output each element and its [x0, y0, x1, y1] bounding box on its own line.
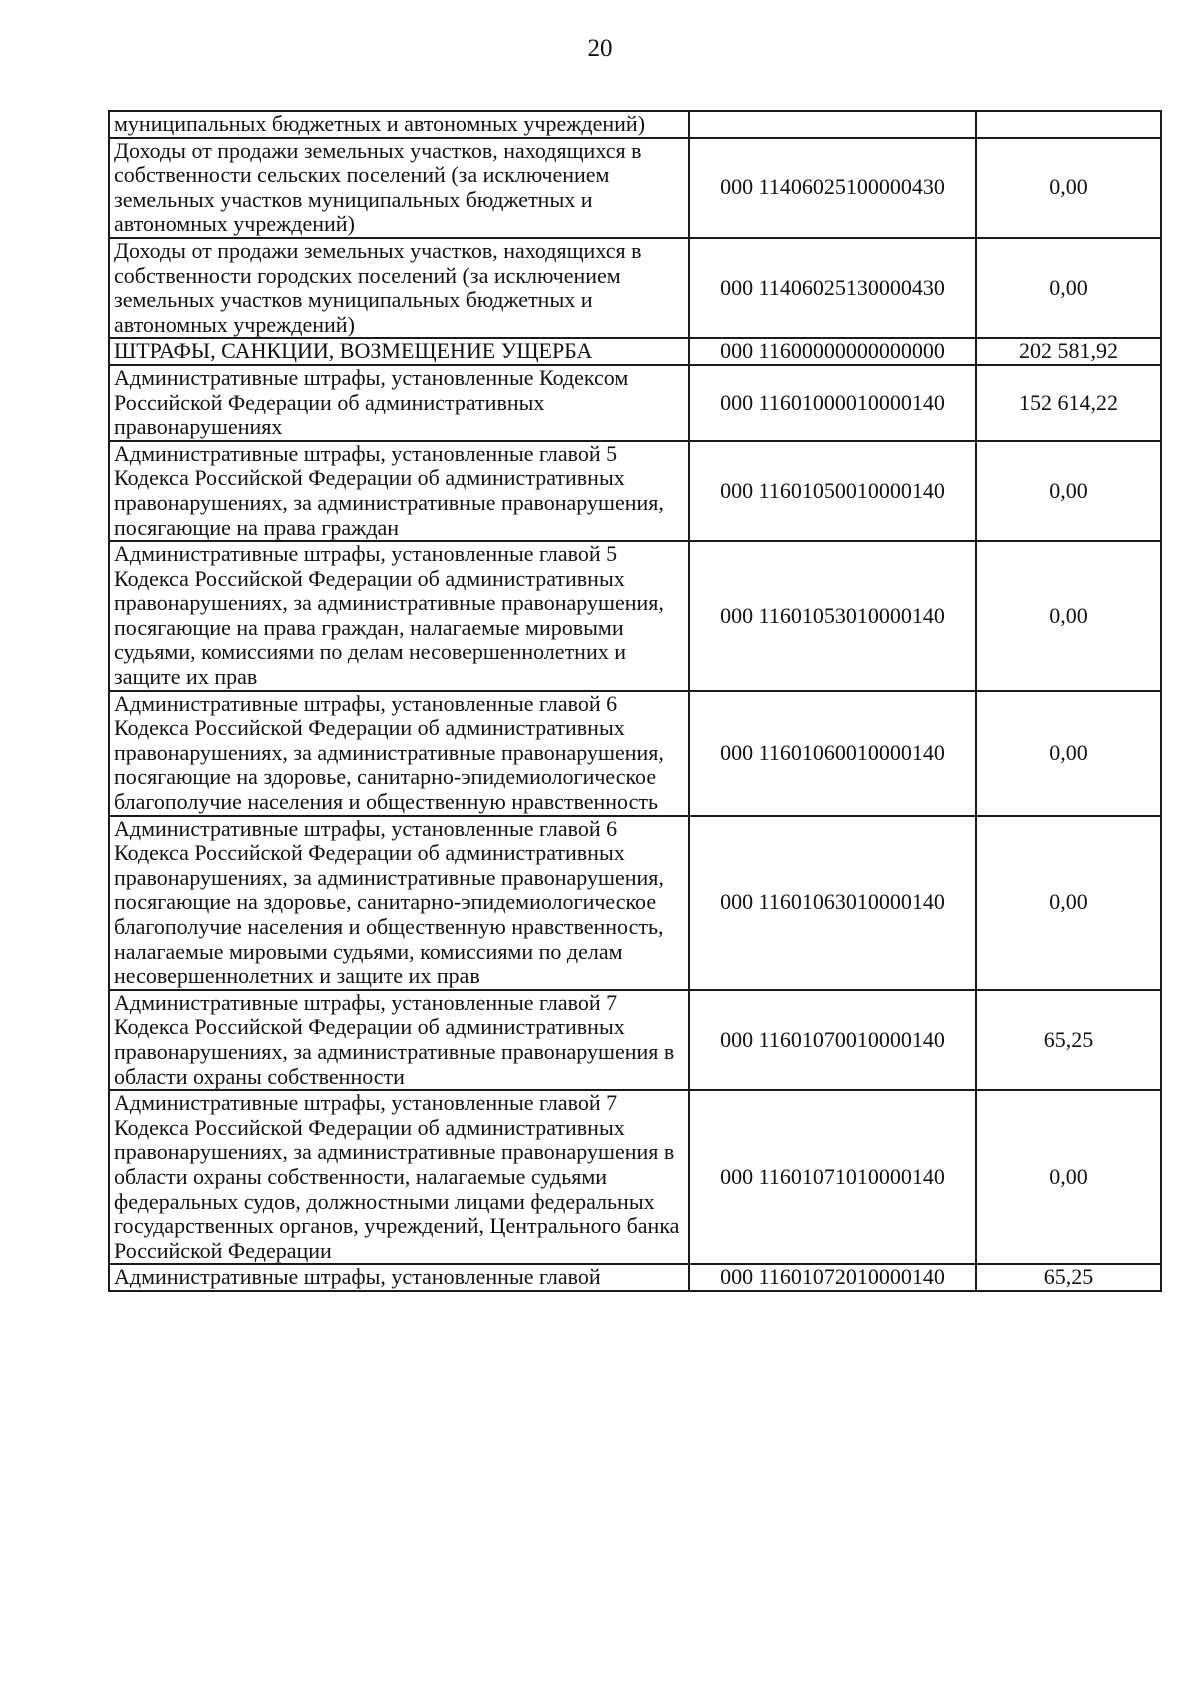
amount-cell — [976, 111, 1161, 138]
revenue-name-cell: Административные штрафы, установленные главой 6 Кодекса Российской Федерации об административных правонарушениях, за административные правонарушения, посягающие на здоровье, санитарно-эпидемиологическое благополучие населения и общественную нравственность, налагаемые мировыми судьями, комиссиями по делам несовершеннолетних и защите их прав — [109, 816, 689, 990]
table-row — [109, 138, 1161, 238]
budget-code-cell: 000 11601053010000140 — [689, 541, 976, 691]
amount-cell: 65,25 — [976, 990, 1161, 1090]
revenue-name-cell: Доходы от продажи земельных участков, находящихся в собственности сельских поселений (за исключением земельных участков муниципальных бюджетных и автономных учреждений) — [109, 138, 689, 238]
amount-cell: 0,00 — [976, 238, 1161, 338]
table-row — [109, 541, 1161, 691]
table-row — [109, 111, 1161, 138]
table-row — [109, 238, 1161, 338]
revenue-name-cell: Административные штрафы, установленные главой 7 Кодекса Российской Федерации об административных правонарушениях, за административные правонарушения в области охраны собственности — [109, 990, 689, 1090]
table-row — [109, 365, 1161, 441]
revenue-name-cell: Административные штрафы, установленные главой — [109, 1264, 689, 1291]
table-row — [109, 338, 1161, 365]
amount-cell: 0,00 — [976, 138, 1161, 238]
revenue-name-cell: Доходы от продажи земельных участков, находящихся в собственности городских поселений (за исключением земельных участков муниципальных бюджетных и автономных учреждений) — [109, 238, 689, 338]
table-row — [109, 816, 1161, 990]
amount-cell: 202 581,92 — [976, 338, 1161, 365]
table-row — [109, 691, 1161, 816]
amount-cell: 65,25 — [976, 1264, 1161, 1291]
revenue-name-cell: Административные штрафы, установленные Кодексом Российской Федерации об административных правонарушениях — [109, 365, 689, 441]
budget-code-cell: 000 11601070010000140 — [689, 990, 976, 1090]
budget-code-cell: 000 11601060010000140 — [689, 691, 976, 816]
budget-code-cell: 000 11601072010000140 — [689, 1264, 976, 1291]
revenue-name-cell: Административные штрафы, установленные главой 5 Кодекса Российской Федерации об административных правонарушениях, за административные правонарушения, посягающие на права граждан — [109, 441, 689, 541]
revenue-name-cell: ШТРАФЫ, САНКЦИИ, ВОЗМЕЩЕНИЕ УЩЕРБА — [109, 338, 689, 365]
budget-code-cell — [689, 111, 976, 138]
budget-revenue-table — [108, 110, 1162, 1292]
budget-code-cell: 000 11601000010000140 — [689, 365, 976, 441]
revenue-name-cell: Административные штрафы, установленные главой 5 Кодекса Российской Федерации об административных правонарушениях, за административные правонарушения, посягающие на права граждан, налагаемые мировыми судьями, комиссиями по делам несовершеннолетних и защите их прав — [109, 541, 689, 691]
amount-cell: 0,00 — [976, 1090, 1161, 1264]
amount-cell: 0,00 — [976, 816, 1161, 990]
amount-cell: 152 614,22 — [976, 365, 1161, 441]
table-row — [109, 1090, 1161, 1264]
amount-cell: 0,00 — [976, 541, 1161, 691]
revenue-name-cell: муниципальных бюджетных и автономных учреждений) — [109, 111, 689, 138]
budget-code-cell: 000 11601071010000140 — [689, 1090, 976, 1264]
amount-cell: 0,00 — [976, 691, 1161, 816]
page-number: 20 — [587, 35, 613, 62]
amount-cell: 0,00 — [976, 441, 1161, 541]
budget-code-cell: 000 11600000000000000 — [689, 338, 976, 365]
budget-code-cell: 000 11406025130000430 — [689, 238, 976, 338]
budget-code-cell: 000 11601063010000140 — [689, 816, 976, 990]
revenue-name-cell: Административные штрафы, установленные главой 6 Кодекса Российской Федерации об административных правонарушениях, за административные правонарушения, посягающие на здоровье, санитарно-эпидемиологическое благополучие населения и общественную нравственность — [109, 691, 689, 816]
budget-code-cell: 000 11601050010000140 — [689, 441, 976, 541]
table-row — [109, 990, 1161, 1090]
revenue-name-cell: Административные штрафы, установленные главой 7 Кодекса Российской Федерации об административных правонарушениях, за административные правонарушения в области охраны собственности, налагаемые судьями федеральных судов, должностными лицами федеральных государственных органов, учреждений, Центрального банка Российской Федерации — [109, 1090, 689, 1264]
table-row — [109, 1264, 1161, 1291]
table-row — [109, 441, 1161, 541]
budget-code-cell: 000 11406025100000430 — [689, 138, 976, 238]
